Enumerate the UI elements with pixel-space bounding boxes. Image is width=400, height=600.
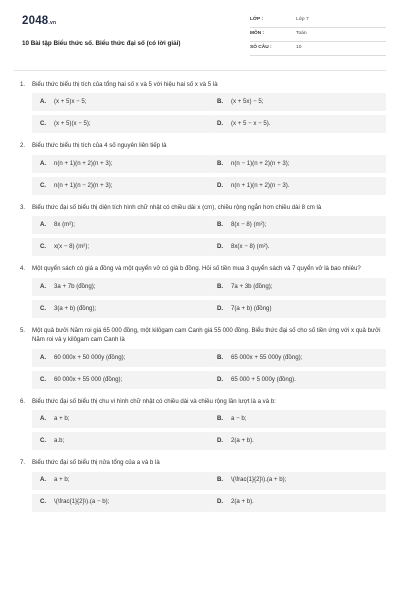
option-letter: D. bbox=[217, 436, 224, 444]
option-d[interactable] bbox=[209, 238, 386, 256]
option-d[interactable] bbox=[209, 300, 386, 318]
option-a[interactable] bbox=[32, 472, 209, 490]
meta-key: SỐ CÂU : bbox=[250, 45, 272, 50]
option-letter: D. bbox=[217, 181, 224, 189]
option-text: a + b; bbox=[54, 476, 70, 484]
option-letter: A. bbox=[40, 98, 47, 106]
question-number: 5. bbox=[20, 326, 26, 334]
question-text-row bbox=[14, 397, 386, 406]
answer-options bbox=[14, 410, 386, 450]
option-c[interactable] bbox=[32, 238, 209, 256]
option-text: (x + 5x) − 5; bbox=[231, 98, 264, 106]
option-text: 8(x − 8) (m²); bbox=[231, 221, 267, 229]
question-number: 7. bbox=[20, 459, 26, 467]
option-letter: A. bbox=[40, 159, 47, 167]
option-a[interactable] bbox=[32, 216, 209, 234]
option-letter: A. bbox=[40, 353, 47, 361]
option-text: (x + 5 − x − 5). bbox=[231, 120, 271, 128]
option-a[interactable] bbox=[32, 349, 209, 367]
option-text: 65 000x + 55 000y (đồng); bbox=[231, 353, 303, 361]
option-letter: C. bbox=[40, 436, 47, 444]
option-letter: D. bbox=[217, 375, 224, 383]
option-text: n(n + 1)(n + 2)(n + 3); bbox=[54, 159, 113, 167]
option-b[interactable] bbox=[209, 216, 386, 234]
option-letter: B. bbox=[217, 353, 224, 361]
question-number: 2. bbox=[20, 142, 26, 150]
header-divider bbox=[14, 70, 386, 71]
question-text: Biểu thức đại số biểu thị chu vi hình chữ nhật có chiều dài và chiều rộng lần lượt là a và b: bbox=[32, 397, 276, 405]
option-d[interactable] bbox=[209, 115, 386, 133]
question-text-row bbox=[14, 80, 386, 89]
question-2 bbox=[14, 141, 386, 194]
answer-options bbox=[14, 216, 386, 256]
option-letter: B. bbox=[217, 221, 224, 229]
option-text: 3(a + b) (đồng); bbox=[54, 304, 97, 312]
option-letter: B. bbox=[217, 282, 224, 290]
option-letter: C. bbox=[40, 375, 47, 383]
option-d[interactable] bbox=[209, 494, 386, 512]
question-number: 4. bbox=[20, 265, 26, 273]
question-number: 1. bbox=[20, 81, 26, 88]
option-a[interactable] bbox=[32, 93, 209, 111]
question-5 bbox=[14, 326, 386, 389]
option-c[interactable] bbox=[32, 494, 209, 512]
option-b[interactable] bbox=[209, 155, 386, 173]
option-letter: D. bbox=[217, 120, 224, 128]
option-d[interactable] bbox=[209, 177, 386, 195]
option-a[interactable] bbox=[32, 155, 209, 173]
option-text: \(\frac{1}{2}\).(a − b); bbox=[54, 498, 110, 506]
option-letter: B. bbox=[217, 98, 224, 106]
option-letter: A. bbox=[40, 221, 47, 229]
meta-row-count bbox=[250, 42, 386, 56]
question-7 bbox=[14, 458, 386, 511]
option-d[interactable] bbox=[209, 371, 386, 389]
option-letter: B. bbox=[217, 159, 224, 167]
answer-options bbox=[14, 349, 386, 389]
header bbox=[14, 10, 386, 62]
option-letter: A. bbox=[40, 414, 47, 422]
meta-value: 10 bbox=[296, 45, 302, 50]
option-letter: A. bbox=[40, 476, 47, 484]
answer-options bbox=[14, 155, 386, 195]
option-text: 7(a + b) (đồng) bbox=[231, 304, 272, 312]
question-text: Một quả bưởi Năm roi giá 65 000 đồng, một kilôgam cam Canh giá 55 000 đồng. Biểu thức đại số cho số tiền ứng với x quả bưởi Năm roi và y kilôgam cam Canh là bbox=[32, 326, 381, 344]
option-text: 8x (m²); bbox=[54, 221, 75, 229]
question-text-row bbox=[14, 264, 386, 273]
option-b[interactable] bbox=[209, 472, 386, 490]
option-c[interactable] bbox=[32, 177, 209, 195]
question-text: Một quyển sách có giá a đồng và một quyển vở có giá b đồng. Hỏi số tiền mua 3 quyển sách và 7 quyển vở là bao nhiêu? bbox=[32, 265, 361, 273]
logo-extension: .vn bbox=[48, 20, 57, 26]
question-6 bbox=[14, 397, 386, 450]
option-letter: D. bbox=[217, 243, 224, 251]
option-letter: C. bbox=[40, 304, 47, 312]
meta-value: Toán bbox=[296, 31, 307, 36]
option-b[interactable] bbox=[209, 278, 386, 296]
answer-options bbox=[14, 472, 386, 512]
option-c[interactable] bbox=[32, 371, 209, 389]
option-text: 7a + 3b (đồng); bbox=[231, 282, 273, 290]
option-text: n(n + 1)(n − 2)(n + 3); bbox=[54, 181, 113, 189]
question-text-row bbox=[14, 458, 386, 467]
option-letter: B. bbox=[217, 414, 224, 422]
option-text: 3a + 7b (đồng); bbox=[54, 282, 96, 290]
option-text: 2(a + b). bbox=[231, 498, 254, 506]
question-text-row bbox=[14, 203, 386, 212]
option-text: 8x(x − 8) (m²). bbox=[231, 243, 270, 251]
option-letter: B. bbox=[217, 476, 224, 484]
option-b[interactable] bbox=[209, 349, 386, 367]
option-text: x(x − 8) (m²); bbox=[54, 243, 90, 251]
meta-key: LỚP : bbox=[250, 17, 264, 22]
option-text: \(\frac{1}{2}\).(a + b); bbox=[231, 476, 287, 484]
option-b[interactable] bbox=[209, 93, 386, 111]
option-a[interactable] bbox=[32, 278, 209, 296]
option-a[interactable] bbox=[32, 410, 209, 428]
option-text: a + b; bbox=[54, 414, 70, 422]
question-number: 3. bbox=[20, 203, 26, 211]
question-3 bbox=[14, 203, 386, 256]
option-letter: D. bbox=[217, 304, 224, 312]
option-text: (x + 5)(x − 5); bbox=[54, 120, 91, 128]
meta-info bbox=[250, 14, 386, 56]
option-text: n(n − 1)(n + 2)(n + 3); bbox=[231, 159, 290, 167]
question-number: 6. bbox=[20, 397, 26, 405]
option-text: 65 000 + 5 000y (đồng). bbox=[231, 375, 296, 383]
option-text: 60 000x + 50 000y (đồng); bbox=[54, 353, 126, 361]
option-letter: C. bbox=[40, 181, 47, 189]
question-text-row bbox=[14, 326, 386, 345]
document-title: 10 Bài tập Biểu thức số. Biểu thức đại số (có lời giải) bbox=[22, 40, 181, 47]
answer-options bbox=[14, 93, 386, 133]
option-d[interactable] bbox=[209, 432, 386, 450]
option-letter: C. bbox=[40, 120, 47, 128]
answer-options bbox=[14, 278, 386, 318]
option-text: n(n + 1)(n + 2)(n − 3). bbox=[231, 181, 290, 189]
option-text: (x + 5)x − 5; bbox=[54, 98, 87, 106]
option-text: 60 000x + 55 000 (đồng); bbox=[54, 375, 123, 383]
option-letter: D. bbox=[217, 498, 224, 506]
question-text: Biểu thức biểu thị tích của tổng hai số x và 5 với hiệu hai số x và 5 là bbox=[32, 81, 218, 88]
site-logo[interactable] bbox=[22, 14, 56, 30]
option-c[interactable] bbox=[32, 115, 209, 133]
question-text: Biểu thức đại số biểu thị nửa tổng của a và b là bbox=[32, 459, 160, 467]
option-c[interactable] bbox=[32, 300, 209, 318]
option-text: a.b; bbox=[54, 436, 65, 444]
meta-row-class bbox=[250, 14, 386, 28]
question-text: Biểu thức đại số biểu thị diện tích hình chữ nhật có chiều dài x (cm), chiều rộng ngắn hơn chiều dài 8 cm là bbox=[32, 203, 322, 211]
question-list bbox=[14, 80, 386, 520]
meta-row-subject bbox=[250, 28, 386, 42]
meta-value: Lớp 7 bbox=[296, 17, 309, 22]
option-letter: C. bbox=[40, 243, 47, 251]
meta-key: MÔN : bbox=[250, 31, 265, 36]
question-text: Biểu thức biểu thị tích của 4 số nguyên liên tiếp là bbox=[32, 142, 167, 150]
option-text: a − b; bbox=[231, 414, 247, 422]
option-b[interactable] bbox=[209, 410, 386, 428]
question-4 bbox=[14, 264, 386, 317]
logo-text: 2048 bbox=[22, 15, 49, 27]
option-letter: A. bbox=[40, 282, 47, 290]
question-text-row bbox=[14, 141, 386, 150]
option-letter: C. bbox=[40, 498, 47, 506]
option-text: 2(a + b). bbox=[231, 436, 254, 444]
question-1 bbox=[14, 80, 386, 133]
option-c[interactable] bbox=[32, 432, 209, 450]
